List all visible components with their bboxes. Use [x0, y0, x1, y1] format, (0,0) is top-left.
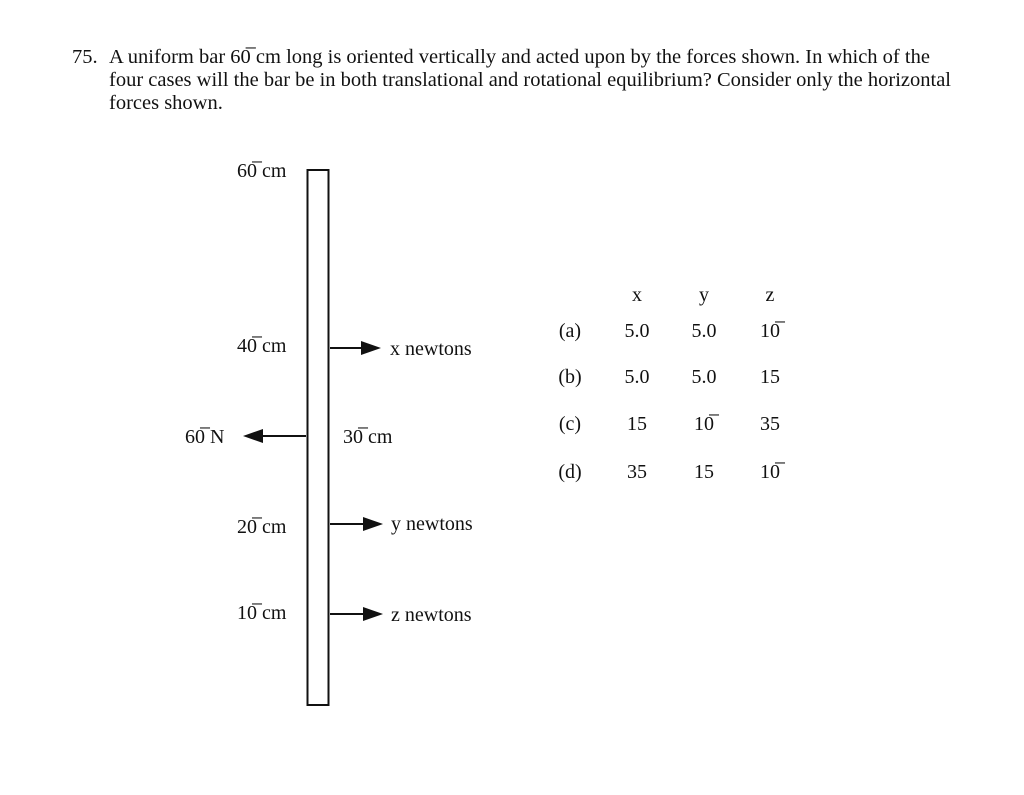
table-row-c [559, 413, 780, 435]
cell-y: 15 [694, 461, 714, 483]
label-x-newtons: x newtons [390, 338, 472, 360]
row-label: (a) [558, 320, 582, 342]
question-number: 75. [72, 46, 98, 68]
cell-z: 10̅ [760, 320, 780, 342]
label-30cm: 30̅ cm [343, 426, 393, 448]
cell-y: 5.0 [691, 366, 717, 388]
cell-x: 5.0 [624, 366, 650, 388]
table-row-b [558, 366, 780, 388]
label-y-newtons: y newtons [391, 513, 473, 535]
table-row-a [559, 320, 786, 342]
arrow-x-force [330, 341, 381, 355]
arrow-z-force [330, 607, 383, 621]
arrow-y-force [330, 517, 383, 531]
answer-table [558, 284, 786, 483]
arrow-60n-force [243, 429, 306, 443]
cell-x: 35 [627, 461, 647, 483]
table-header-y: y [699, 284, 709, 306]
cell-z: 10̅ [760, 461, 780, 483]
table-header-z: z [765, 284, 775, 306]
cell-x: 15 [627, 413, 647, 435]
cell-z: 35 [760, 413, 780, 435]
row-label: (b) [558, 366, 582, 388]
cell-x: 5.0 [624, 320, 650, 342]
row-label: (d) [558, 461, 582, 483]
label-40cm: 40̅ cm [237, 335, 287, 357]
vertical-bar [308, 170, 329, 705]
label-20cm: 20̅ cm [237, 516, 287, 538]
table-header-x: x [632, 284, 642, 306]
table-row-d [558, 461, 786, 483]
label-top-60cm: 60̅ cm [237, 160, 287, 182]
question-text: A uniform bar 60̅ cm long is oriented vertically and acted upon by the forces shown. In which of the four cases will the bar be in both translational and rotational equilibrium? Consider only the horizontal forces shown. [109, 46, 951, 114]
label-60n: 60̅ N [185, 426, 225, 448]
label-10cm: 10̅ cm [237, 602, 287, 624]
cell-y: 5.0 [691, 320, 717, 342]
cell-y: 10̅ [694, 413, 714, 435]
row-label: (c) [558, 413, 582, 435]
cell-z: 15 [760, 366, 780, 388]
label-z-newtons: z newtons [391, 604, 472, 626]
